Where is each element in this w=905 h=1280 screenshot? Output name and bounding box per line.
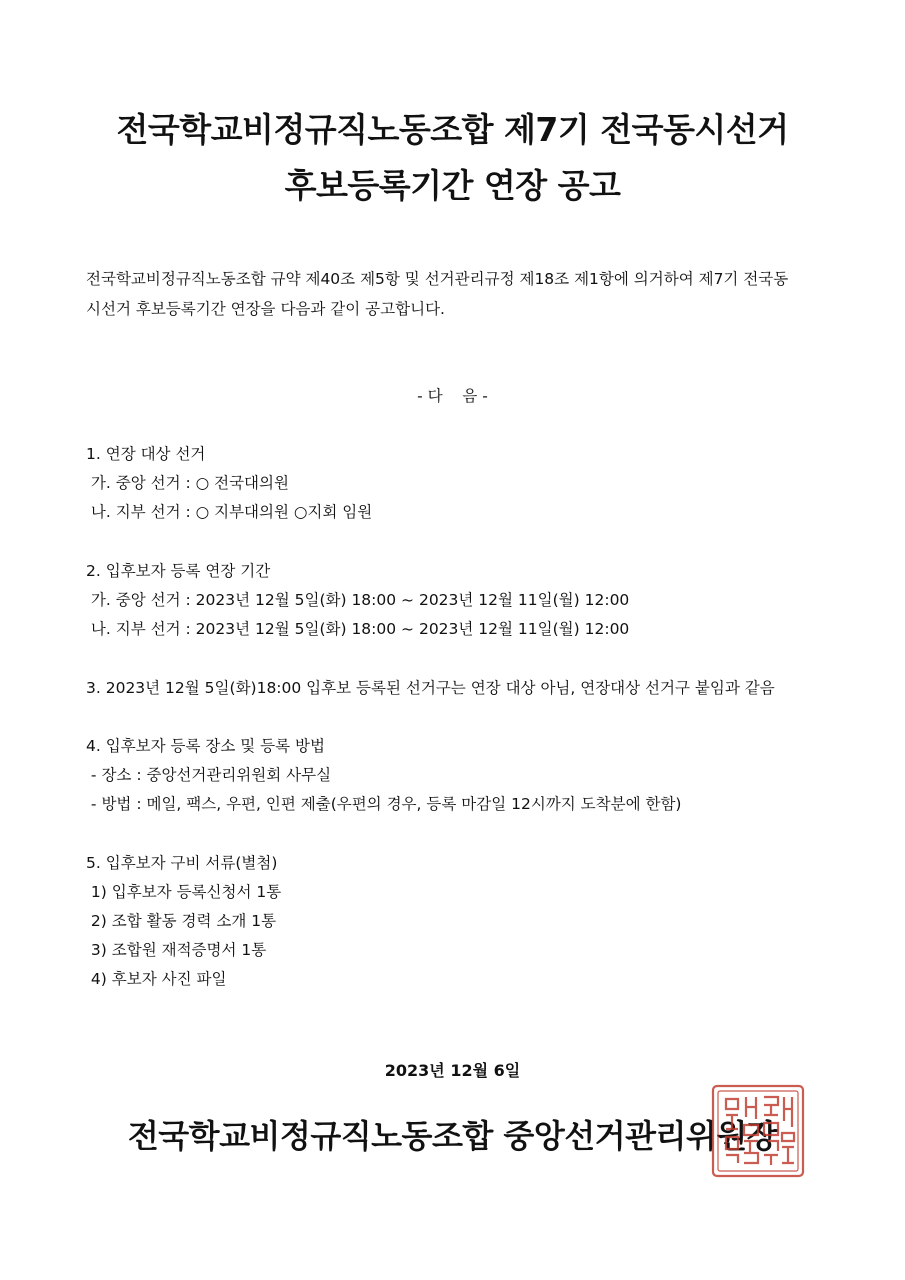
section-heading: 3. 2023년 12월 5일(화)18:00 입후보 등록된 선거구는 연장 대상 아님, 연장대상 선거구 붙임과 같음	[86, 679, 775, 697]
section-item: 나. 지부 선거 : ○ 지부대의원 ○지회 임원	[86, 503, 373, 521]
section-heading: 1. 연장 대상 선거	[86, 445, 206, 463]
separator-heading: - 다 음 -	[417, 387, 488, 405]
section-item: 가. 중앙 선거 : ○ 전국대의원	[86, 474, 289, 492]
document-title-line1: 전국학교비정규직노동조합 제7기 전국동시선거	[116, 110, 789, 149]
section-item: 4) 후보자 사진 파일	[86, 970, 227, 988]
section-item: 가. 중앙 선거 : 2023년 12월 5일(화) 18:00 ~ 2023년 12월 11일(월) 12:00	[86, 591, 630, 609]
signer-title: 전국학교비정규직노동조합 중앙선거관리위원장	[127, 1117, 778, 1155]
intro-paragraph	[86, 264, 826, 324]
section-heading: 4. 입후보자 등록 장소 및 등록 방법	[86, 737, 326, 755]
official-seal-icon	[710, 1083, 806, 1179]
section-heading: 5. 입후보자 구비 서류(별첨)	[86, 854, 278, 872]
section-item: - 장소 : 중앙선거관리위원회 사무실	[86, 766, 332, 784]
intro-line: 전국학교비정규직노동조합 규약 제40조 제5항 및 선거관리규정 제18조 제1항에 의거하여 제7기 전국동	[86, 270, 789, 288]
intro-line: 시선거 후보등록기간 연장을 다음과 같이 공고합니다.	[86, 300, 445, 318]
section-heading: 2. 입후보자 등록 연장 기간	[86, 562, 271, 580]
section-item: 2) 조합 활동 경력 소개 1통	[86, 912, 277, 930]
section-item: 1) 입후보자 등록신청서 1통	[86, 883, 282, 901]
section-item: - 방법 : 메일, 팩스, 우편, 인편 제출(우편의 경우, 등록 마감일 12시까지 도착분에 한함)	[86, 795, 682, 813]
document-title-line2: 후보등록기간 연장 공고	[284, 166, 621, 205]
section-item: 3) 조합원 재적증명서 1통	[86, 941, 267, 959]
section-item: 나. 지부 선거 : 2023년 12월 5일(화) 18:00 ~ 2023년 12월 11일(월) 12:00	[86, 620, 630, 638]
document-date: 2023년 12월 6일	[384, 1061, 521, 1080]
